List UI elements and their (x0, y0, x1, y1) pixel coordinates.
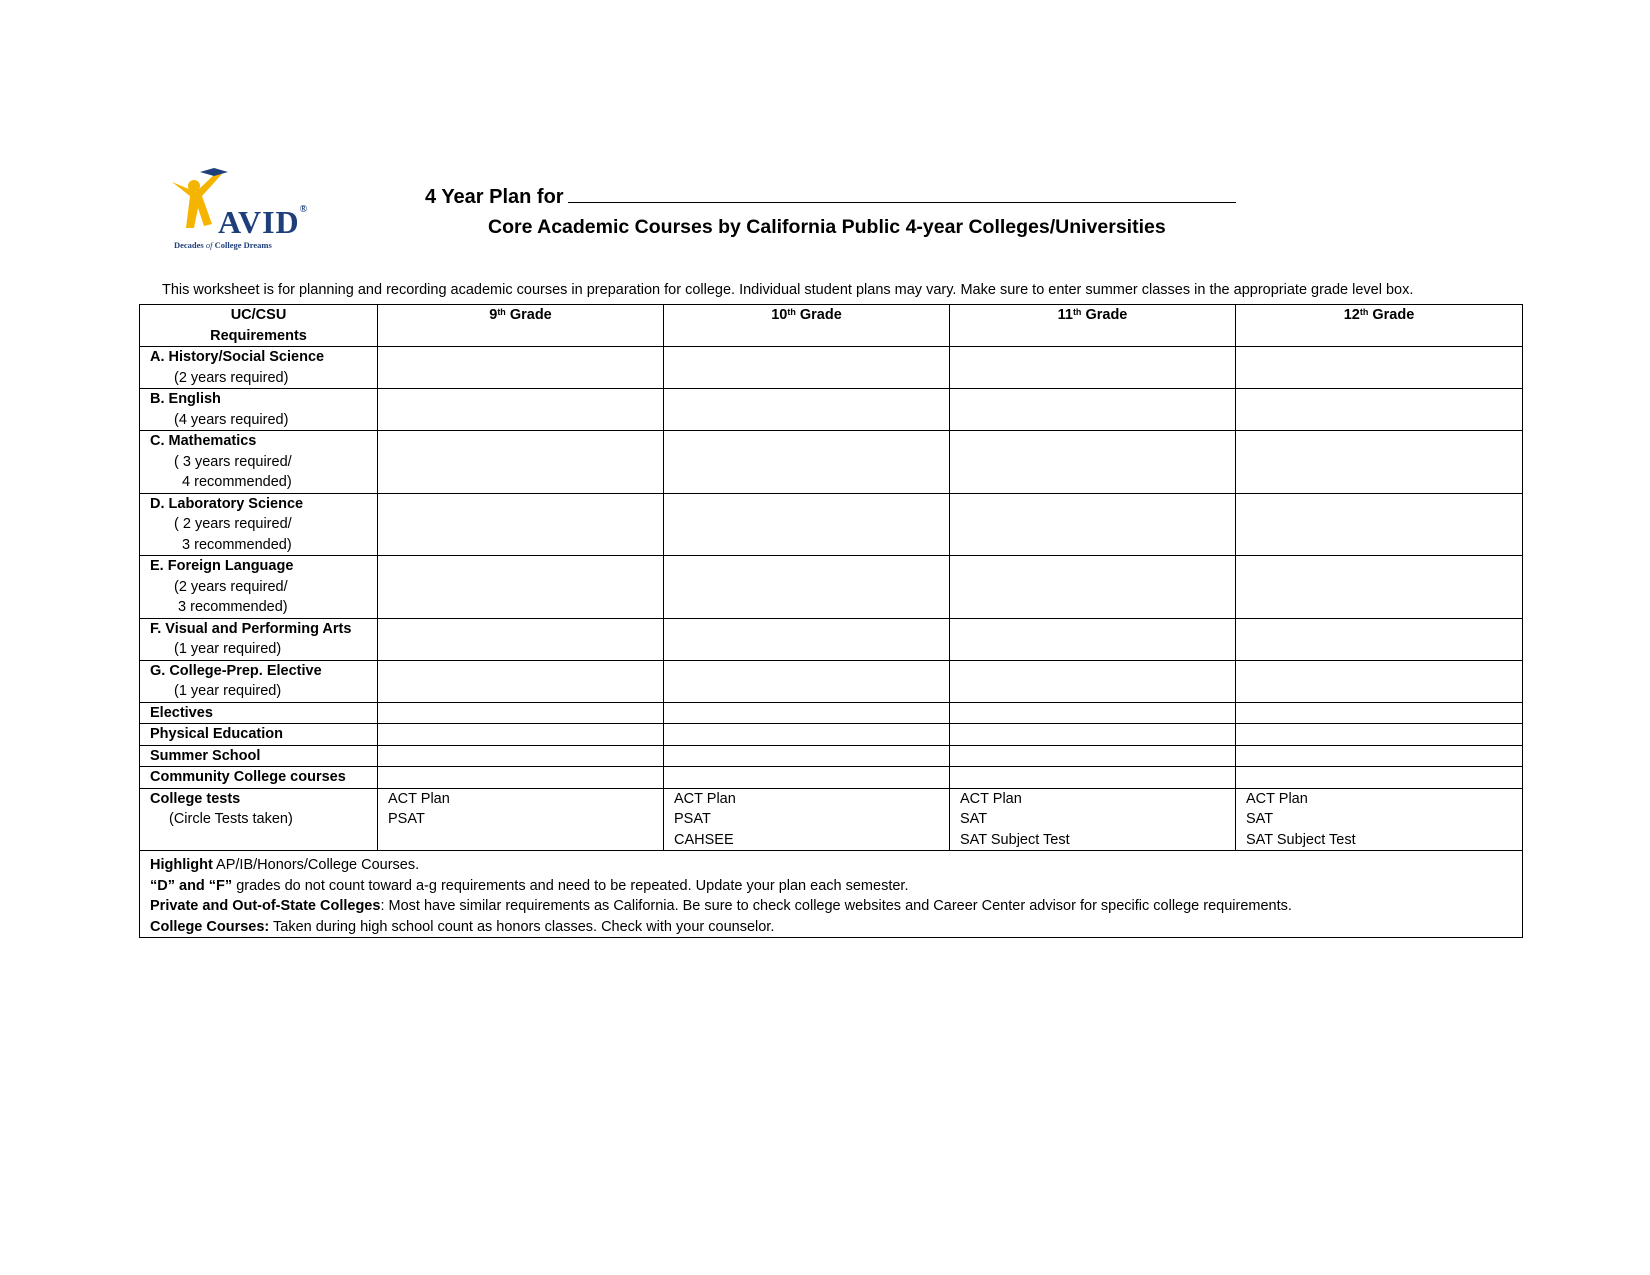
course-entry-cell[interactable] (950, 556, 1236, 619)
test-option[interactable]: SAT Subject Test (960, 831, 1070, 848)
requirement-row (140, 347, 1523, 389)
course-entry-cell[interactable] (1236, 702, 1523, 724)
requirement-label (140, 618, 378, 660)
test-option[interactable]: ACT Plan (388, 790, 450, 807)
requirement-label (140, 347, 378, 389)
requirement-name: Physical Education (150, 726, 283, 742)
note-emphasis: “D” and “F” (150, 877, 233, 894)
requirement-row (140, 660, 1523, 702)
test-option[interactable]: SAT (960, 811, 988, 827)
requirement-detail: (4 years required) (174, 411, 289, 428)
course-entry-cell[interactable] (1236, 618, 1523, 660)
course-entry-cell[interactable] (1236, 493, 1523, 556)
requirement-detail: 4 recommended) (174, 474, 292, 490)
college-tests-label: College tests (Circle Tests taken) (140, 788, 378, 851)
course-entry-cell[interactable] (950, 431, 1236, 494)
college-tests-row (140, 788, 1523, 851)
requirement-row (140, 556, 1523, 619)
course-entry-cell[interactable] (378, 660, 664, 702)
course-entry-cell[interactable] (378, 493, 664, 556)
note-emphasis: College Courses: (150, 918, 270, 935)
requirement-label (140, 745, 378, 767)
test-option[interactable]: ACT Plan (960, 790, 1022, 807)
note-text: : Most have similar requirements as California. Be sure to check college websites and Career Center advisor for specific college requirements. (380, 898, 1292, 914)
course-entry-cell[interactable] (664, 618, 950, 660)
requirements-header: UC/CSU Requirements (140, 305, 378, 347)
course-entry-cell[interactable] (1236, 724, 1523, 746)
grade-9-header: 9th Grade (378, 305, 664, 347)
logo-tagline: Decades of College Dreams (174, 240, 272, 250)
page-subtitle: Core Academic Courses by California Public 4-year Colleges/Universities (488, 216, 1166, 238)
course-entry-cell[interactable] (378, 745, 664, 767)
requirement-name: F. Visual and Performing Arts (150, 620, 352, 637)
course-entry-cell[interactable] (378, 724, 664, 746)
requirement-detail: ( 2 years required/ (174, 516, 292, 532)
requirement-detail: 3 recommended) (174, 536, 292, 553)
course-entry-cell[interactable] (664, 493, 950, 556)
course-entry-cell[interactable] (950, 618, 1236, 660)
course-entry-cell[interactable] (1236, 347, 1523, 389)
requirement-name: D. Laboratory Science (150, 495, 304, 512)
requirement-detail: (1 year required) (174, 683, 282, 699)
course-entry-cell[interactable] (950, 493, 1236, 556)
course-entry-cell[interactable] (950, 767, 1236, 789)
course-entry-cell[interactable] (664, 431, 950, 494)
requirement-label (140, 493, 378, 556)
note-text: Taken during high school count as honors classes. Check with your counselor. (269, 918, 775, 935)
requirement-row (140, 389, 1523, 431)
grade-10-header: 10th Grade (664, 305, 950, 347)
requirement-name: B. English (150, 391, 221, 407)
requirement-detail: (1 year required) (174, 641, 282, 657)
course-entry-cell[interactable] (1236, 389, 1523, 431)
tests-grade-11[interactable] (950, 788, 1236, 851)
requirement-detail: ( 3 years required/ (174, 453, 292, 470)
requirement-row (140, 745, 1523, 767)
four-year-plan-table (139, 304, 1523, 938)
course-entry-cell[interactable] (1236, 767, 1523, 789)
requirement-detail: (2 years required) (174, 369, 289, 386)
course-entry-cell[interactable] (664, 767, 950, 789)
requirement-label (140, 767, 378, 789)
test-option[interactable]: CAHSEE (674, 831, 734, 848)
requirement-row (140, 702, 1523, 724)
course-entry-cell[interactable] (664, 702, 950, 724)
note-line (150, 917, 1512, 938)
note-line (150, 876, 1512, 897)
note-line (150, 855, 1512, 876)
course-entry-cell[interactable] (664, 745, 950, 767)
requirement-label (140, 660, 378, 702)
requirement-row (140, 767, 1523, 789)
logo-text: AVID® (218, 204, 309, 240)
course-entry-cell[interactable] (950, 702, 1236, 724)
test-option[interactable]: ACT Plan (674, 790, 736, 807)
avid-logo (170, 168, 310, 252)
tests-grade-12[interactable] (1236, 788, 1523, 851)
course-entry-cell[interactable] (950, 389, 1236, 431)
requirement-name: Electives (150, 704, 213, 721)
course-entry-cell[interactable] (950, 745, 1236, 767)
course-entry-cell[interactable] (664, 389, 950, 431)
course-entry-cell[interactable] (664, 724, 950, 746)
requirement-label (140, 389, 378, 431)
requirement-label (140, 431, 378, 494)
course-entry-cell[interactable] (664, 660, 950, 702)
grade-12-header: 12th Grade (1236, 305, 1523, 347)
tests-grade-9[interactable] (378, 788, 664, 851)
requirement-label (140, 724, 378, 746)
course-entry-cell[interactable] (1236, 431, 1523, 494)
test-option[interactable]: SAT (1246, 811, 1274, 827)
test-option[interactable]: PSAT (388, 811, 425, 827)
test-option[interactable]: PSAT (674, 811, 711, 827)
notes-cell (140, 851, 1523, 938)
test-option[interactable]: ACT Plan (1246, 790, 1308, 807)
course-entry-cell[interactable] (1236, 660, 1523, 702)
requirement-detail: (2 years required/ (174, 578, 288, 595)
note-line (150, 896, 1512, 917)
student-name-blank[interactable] (568, 184, 1236, 203)
test-option[interactable]: SAT Subject Test (1246, 831, 1356, 848)
tests-grade-10[interactable] (664, 788, 950, 851)
course-entry-cell[interactable] (950, 660, 1236, 702)
requirement-row (140, 724, 1523, 746)
course-entry-cell[interactable] (378, 767, 664, 789)
requirement-label (140, 702, 378, 724)
course-entry-cell[interactable] (378, 389, 664, 431)
course-entry-cell[interactable] (1236, 745, 1523, 767)
note-text: AP/IB/Honors/College Courses. (212, 857, 420, 873)
requirement-name: Summer School (150, 747, 261, 764)
course-entry-cell[interactable] (1236, 556, 1523, 619)
requirement-name: A. History/Social Science (150, 349, 325, 365)
course-entry-cell[interactable] (950, 724, 1236, 746)
requirement-name: G. College-Prep. Elective (150, 662, 322, 679)
requirement-name: Community College courses (150, 769, 346, 785)
course-entry-cell[interactable] (378, 556, 664, 619)
requirement-row (140, 493, 1523, 556)
course-entry-cell[interactable] (664, 347, 950, 389)
grade-11-header: 11th Grade (950, 305, 1236, 347)
note-text: grades do not count toward a-g requirements and need to be repeated. Update your plan each semester. (232, 877, 909, 894)
course-entry-cell[interactable] (378, 347, 664, 389)
plan-title: 4 Year Plan for (425, 184, 1236, 209)
course-entry-cell[interactable] (378, 431, 664, 494)
table-header-row (140, 305, 1523, 347)
requirement-detail: 3 recommended) (174, 599, 288, 615)
intro-text: This worksheet is for planning and recording academic courses in preparation for college. Individual student plans may vary. Make sure to enter summer classes in the appropriate grade level box. (162, 282, 1414, 298)
note-emphasis: Private and Out-of-State Colleges (150, 898, 381, 914)
note-emphasis: Highlight (150, 857, 213, 873)
requirement-row (140, 431, 1523, 494)
requirement-row (140, 618, 1523, 660)
notes-row (140, 851, 1523, 938)
requirement-name: C. Mathematics (150, 433, 257, 449)
course-entry-cell[interactable] (950, 347, 1236, 389)
course-entry-cell[interactable] (378, 702, 664, 724)
course-entry-cell[interactable] (378, 618, 664, 660)
requirement-label (140, 556, 378, 619)
requirement-name: E. Foreign Language (150, 558, 294, 574)
course-entry-cell[interactable] (664, 556, 950, 619)
